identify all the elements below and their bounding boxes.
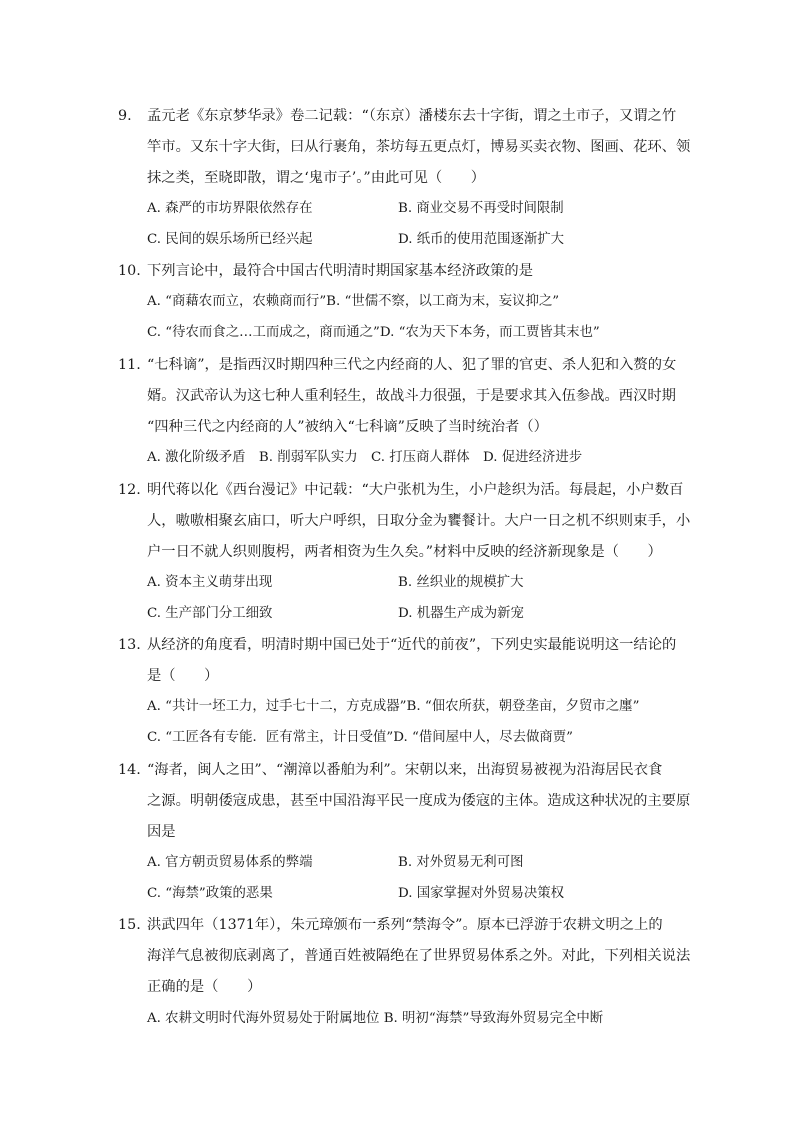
option-d: D. 国家掌握对外贸易决策权 xyxy=(398,886,565,901)
option-row-abcd: A. 激化阶级矛盾 B. 削弱军队实力 C. 打压商人群体 D. 促进经济进步 xyxy=(147,450,583,465)
question-stem-line: 洪武四年（1371年），朱元璋颁布一系列“禁海令”。原本已浮游于农耕文明之上的 xyxy=(147,917,663,933)
question-stem-line: 是（ ） xyxy=(147,668,219,684)
option-a: A. 森严的市坊界限依然存在 xyxy=(147,201,313,216)
option-row-ab: A. 农耕文明时代海外贸易处于附属地位 B. 明初“海禁”导致海外贸易完全中断 xyxy=(147,1011,604,1026)
option-a: A. 资本主义萌芽出现 xyxy=(147,575,273,590)
question-stem-line: 因是 xyxy=(147,824,176,840)
option-c: C. 生产部门分工细致 xyxy=(147,606,273,621)
question-number: 10. xyxy=(118,263,141,279)
option-row-ab: A. “共计一坯工力，过手七十二，方克成器”B. “佃农所获，朝登垄亩，夕贸市之廛” xyxy=(147,699,640,714)
option-row-cd: C. “工匠各有专能．匠有常主，计日受值”D. “借间屋中人，尽去做商贾” xyxy=(147,730,573,745)
option-a: A. 官方朝贡贸易体系的弊端 xyxy=(147,855,313,870)
option-c: C. 民间的娱乐场所已经兴起 xyxy=(147,232,313,247)
question-stem-line: 抹之类，至晓即散，谓之‘鬼市子’。”由此可见（ ） xyxy=(147,170,486,186)
option-b: B. 商业交易不再受时间限制 xyxy=(398,201,564,216)
question-stem-line: 竿市。又东十字大街，曰从行裹角，茶坊每五更点灯，博易买卖衣物、图画、花环、领 xyxy=(147,139,691,155)
question-number: 13. xyxy=(118,637,141,653)
option-c: C. “海禁”政策的恶果 xyxy=(147,886,273,901)
option-d: D. 机器生产成为新宠 xyxy=(398,606,524,621)
question-number: 9. xyxy=(118,108,132,124)
question-number: 14. xyxy=(118,762,141,778)
question-stem-line: 从经济的角度看，明清时期中国已处于“近代的前夜”，下列史实最能说明这一结论的 xyxy=(147,637,677,653)
option-row-ab: A. “商藉农而立，农赖商而行”B. “世儒不察，以工商为末，妄议抑之” xyxy=(147,294,560,309)
question-stem-line: 正确的是（ ） xyxy=(147,979,262,995)
question-stem-line: 海洋气息被彻底剥离了，普通百姓被隔绝在了世界贸易体系之外。对此，下列相关说法 xyxy=(147,948,691,964)
question-number: 12. xyxy=(118,482,141,498)
question-number: 11. xyxy=(118,357,141,373)
question-stem-line: “四种三代之内经商的人”被纳入“七科谪”反映了当时统治者（） xyxy=(147,419,548,435)
question-stem-line: 下列言论中，最符合中国古代明清时期国家基本经济政策的是 xyxy=(147,263,534,279)
question-stem-line: 婿。汉武帝认为这七种人重利轻生，故战斗力很强，于是要求其入伍参战。西汉时期 xyxy=(147,388,676,404)
question-stem-line: “七科谪”，是指西汉时期四种三代之内经商的人、犯了罪的官吏、杀人犯和入赘的女 xyxy=(147,357,677,373)
question-stem-line: “海者，闽人之田”、“潮漳以番舶为利”。宋朝以来，出海贸易被视为沿海居民衣食 xyxy=(147,762,663,778)
question-stem-line: 人，嗷嗷相聚玄庙口，听大户呼织，日取分金为饔餐计。大户一日之机不织则束手，小 xyxy=(147,513,691,529)
option-b: B. 对外贸易无利可图 xyxy=(398,855,524,870)
question-stem-line: 户一日不就人织则腹枵，两者相资为生久矣。”材料中反映的经济新现象是（ ） xyxy=(147,544,662,560)
option-row-cd: C. “待农而食之…工而成之，商而通之”D. “农为天下本务，而工贾皆其末也” xyxy=(147,325,600,340)
option-d: D. 纸币的使用范围逐渐扩大 xyxy=(398,232,565,247)
option-b: B. 丝织业的规模扩大 xyxy=(398,575,524,590)
question-stem-line: 之源。明朝倭寇成患，甚至中国沿海平民一度成为倭寇的主体。造成这种状况的主要原 xyxy=(147,793,691,809)
question-stem-line: 明代蒋以化《西台漫记》中记载：“大户张机为生，小户趁织为活。每晨起，小户数百 xyxy=(147,482,684,498)
question-stem-line: 孟元老《东京梦华录》卷二记载：“（东京）潘楼东去十字街，谓之土市子，又谓之竹 xyxy=(147,108,677,124)
question-number: 15. xyxy=(118,917,141,933)
